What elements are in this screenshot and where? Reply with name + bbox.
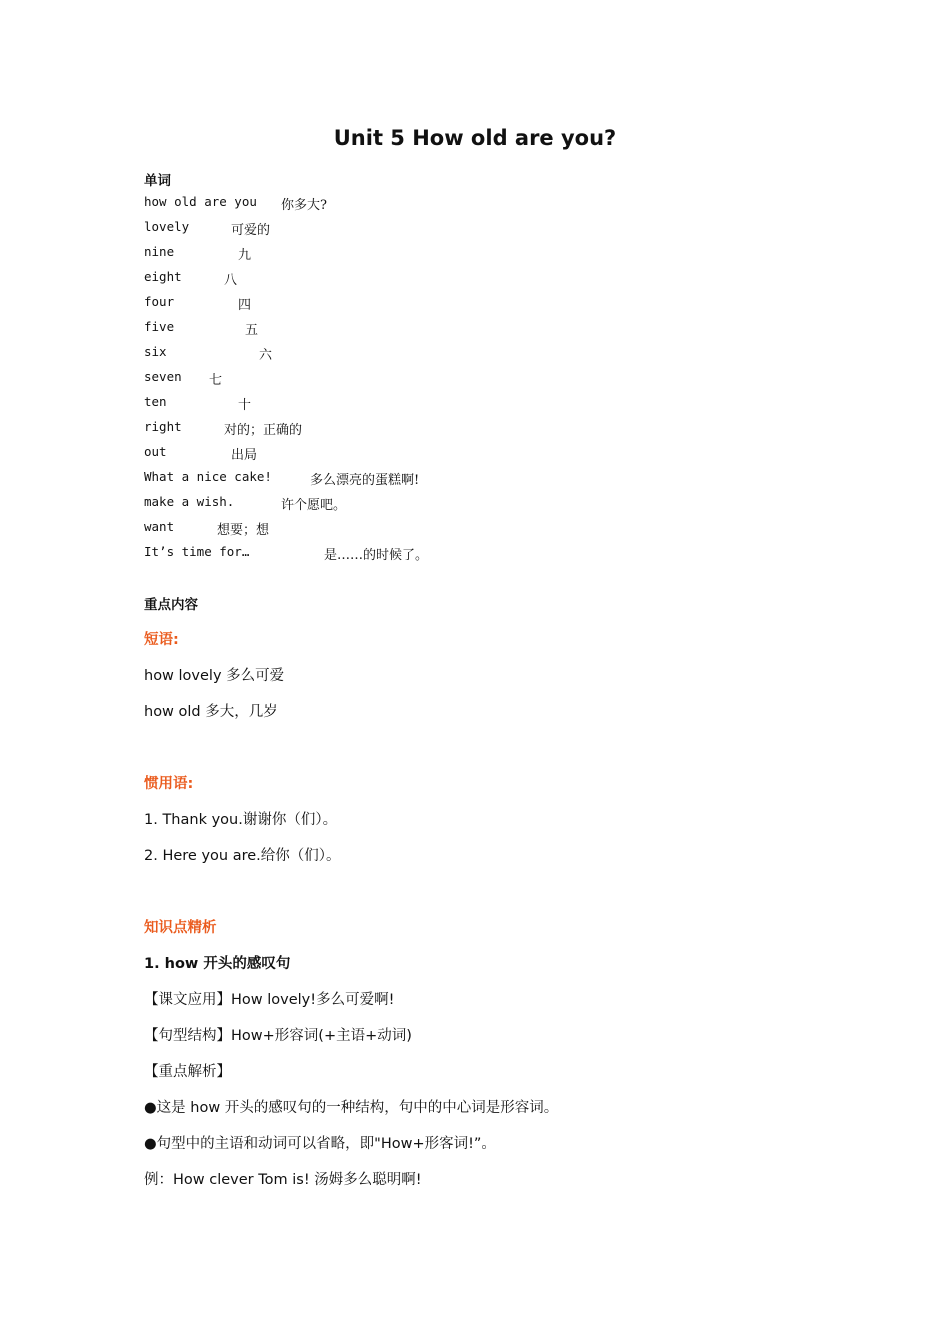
vocab-chinese: 八 [224,273,238,288]
phrase-item: how lovely 多么可爱 [144,668,285,684]
vocab-chinese: 是……的时候了。 [324,548,429,563]
vocab-english: five [144,319,175,334]
vocab-chinese: 九 [238,248,252,263]
vocab-english: lovely [144,219,190,234]
vocab-chinese: 可爱的 [231,223,271,238]
vocab-chinese: 四 [238,298,252,313]
vocab-english: right [144,419,182,434]
vocab-english: how old are you [144,194,257,209]
vocab-english: nine [144,244,175,259]
vocab-chinese: 七 [209,373,223,388]
vocab-chinese: 想要；想 [217,523,270,538]
idiom-item: 2. Here you are.给你（们）。 [144,848,341,864]
vocab-english: out [144,444,167,459]
idiom-item: 1. Thank you.谢谢你（们）。 [144,812,338,828]
vocab-english: four [144,294,175,309]
vocab-english: eight [144,269,182,284]
analysis-heading: 知识点精析 [144,920,217,936]
vocab-english: make a wish. [144,494,235,509]
vocab-chinese: 对的；正确的 [224,423,303,438]
phrase-item: how old 多大，几岁 [144,704,278,720]
vocab-english: seven [144,369,182,384]
vocab-chinese: 出局 [231,448,258,463]
vocab-heading: 单词 [144,173,171,189]
analysis-line: ●这是 how 开头的感叹句的一种结构，句中的中心词是形容词。 [144,1100,559,1116]
page-title: Unit 5 How old are you? [333,126,617,150]
vocab-chinese: 十 [238,398,252,413]
key-content-heading: 重点内容 [144,597,198,613]
idioms-heading: 惯用语: [144,776,194,792]
vocab-english: It’s time for… [144,544,250,559]
vocab-chinese: 多么漂亮的蛋糕啊! [310,473,420,488]
vocab-english: What a nice cake! [144,469,272,484]
analysis-example: 例：How clever Tom is! 汤姆多么聪明啊! [144,1172,422,1188]
analysis-line: ●句型中的主语和动词可以省略，即"How+形客词!”。 [144,1136,496,1152]
phrases-heading: 短语: [144,632,179,648]
vocab-chinese: 六 [259,348,273,363]
vocab-chinese: 许个愿吧。 [281,498,347,513]
analysis-subheading: 1. how 开头的感叹句 [144,956,291,972]
analysis-line: 【句型结构】How+形容词(+主语+动词) [144,1028,412,1044]
vocab-english: want [144,519,175,534]
vocab-english: six [144,344,167,359]
analysis-line: 【课文应用】How lovely!多么可爱啊! [144,992,395,1008]
vocab-chinese: 你多大? [281,198,327,213]
vocab-english: ten [144,394,167,409]
vocab-chinese: 五 [245,323,259,338]
analysis-line: 【重点解析】 [144,1064,231,1080]
